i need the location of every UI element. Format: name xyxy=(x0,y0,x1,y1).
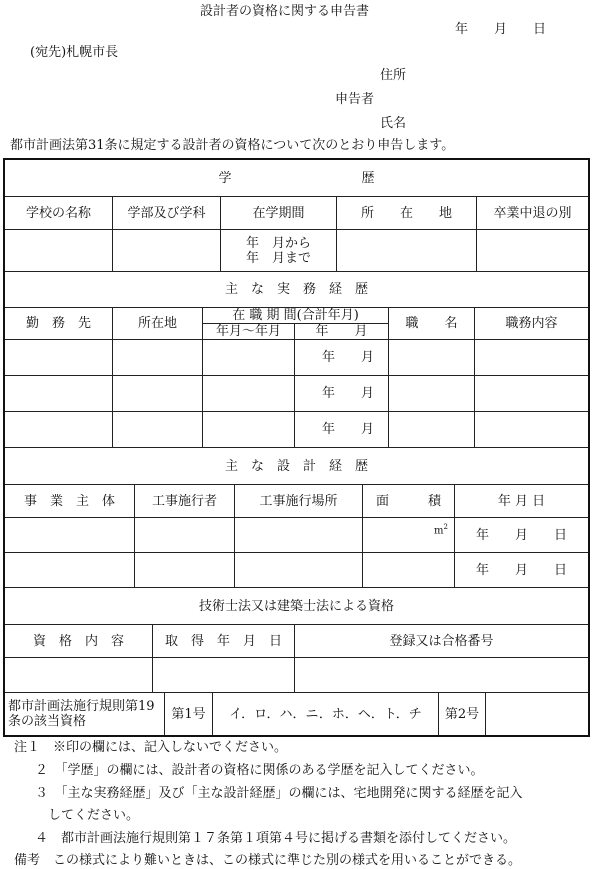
registration-number-header: 登録又は合格番号 xyxy=(295,625,588,658)
design-section-title: 主 な 設 計 経 歴 xyxy=(5,448,588,485)
regulation-row xyxy=(5,693,588,735)
area-cell[interactable] xyxy=(363,518,455,553)
regulation-no2-value-cell[interactable] xyxy=(486,693,588,735)
faculty-cell[interactable] xyxy=(113,230,221,272)
work-entry-row xyxy=(5,376,588,412)
acquisition-date-cell[interactable] xyxy=(153,658,295,693)
period-from-text: 年 月から xyxy=(245,235,311,251)
contractor-cell[interactable] xyxy=(135,518,235,553)
registration-number-cell[interactable] xyxy=(295,658,588,693)
faculty-header: 学部及び学科 xyxy=(113,197,221,230)
note-3-continued: してください。 xyxy=(48,808,140,823)
area-cell[interactable] xyxy=(363,553,455,588)
graduation-status-cell[interactable] xyxy=(477,230,588,272)
contractor-header: 工事施行者 xyxy=(135,485,235,518)
job-title-cell[interactable] xyxy=(389,340,475,376)
regulation-no2[interactable]: 第2号 xyxy=(439,693,486,735)
regulation-options[interactable]: イ．ロ．ハ．ニ．ホ．ヘ．ト．チ xyxy=(213,693,439,735)
work-title-row xyxy=(5,272,588,308)
declaration-form-table xyxy=(3,158,590,737)
job-description-cell[interactable] xyxy=(475,340,588,376)
education-title-row xyxy=(5,160,588,197)
design-title-row xyxy=(5,448,588,485)
job-title-header: 職 名 xyxy=(389,308,475,340)
area-header: 面 積 xyxy=(363,485,455,518)
employer-cell[interactable] xyxy=(5,412,113,448)
qualification-title-row xyxy=(5,588,588,625)
study-period-cell[interactable] xyxy=(221,230,337,272)
period-total-cell[interactable]: 年 月 xyxy=(295,412,389,448)
note-1: 注１ ※印の欄には、記入しないでください。 xyxy=(14,740,288,755)
qualification-header-row xyxy=(5,625,588,658)
job-description-cell[interactable] xyxy=(475,376,588,412)
address-label: 住所 xyxy=(380,68,407,83)
applicant-label: 申告者 xyxy=(335,92,375,107)
work-entry-row xyxy=(5,340,588,376)
construction-site-header: 工事施行場所 xyxy=(235,485,363,518)
employer-cell[interactable] xyxy=(5,340,113,376)
design-date-cell[interactable]: 年 月 日 xyxy=(455,553,588,588)
school-name-cell[interactable] xyxy=(5,230,113,272)
work-section-title: 主 な 実 務 経 歴 xyxy=(5,272,588,308)
period-total-cell[interactable]: 年 月 xyxy=(295,340,389,376)
design-entry-row xyxy=(5,518,588,553)
note-2: ２ 「学歴」の欄には、設計者の資格に関係のある学歴を記入してください。 xyxy=(35,763,484,778)
note-3: ３ 「主な実務経歴」及び「主な設計経歴」の欄には、宅地開発に関する経歴を記入 xyxy=(35,786,523,801)
work-header-row xyxy=(5,308,588,340)
project-owner-header: 事 業 主 体 xyxy=(5,485,135,518)
project-owner-cell[interactable] xyxy=(5,518,135,553)
job-title-cell[interactable] xyxy=(389,412,475,448)
work-location-cell[interactable] xyxy=(113,376,203,412)
period-to-text: 年 月まで xyxy=(245,250,311,266)
declaration-text: 都市計画法第31条に規定する設計者の資格について次のとおり申告します。 xyxy=(10,138,455,153)
regulation-no1[interactable]: 第1号 xyxy=(165,693,213,735)
job-description-header: 職務内容 xyxy=(475,308,588,340)
study-period-header: 在学期間 xyxy=(221,197,337,230)
work-location-cell[interactable] xyxy=(113,412,203,448)
employment-period-label: 在 職 期 間(合計年月) xyxy=(203,308,388,324)
qualification-content-cell[interactable] xyxy=(5,658,153,693)
form-title: 設計者の資格に関する申告書 xyxy=(200,4,370,19)
qualification-content-header: 資 格 内 容 xyxy=(5,625,153,658)
design-date-header: 年 月 日 xyxy=(455,485,588,518)
design-header-row xyxy=(5,485,588,518)
job-title-cell[interactable] xyxy=(389,376,475,412)
design-date-cell[interactable]: 年 月 日 xyxy=(455,518,588,553)
note-4: ４ 都市計画法施行規則第１７条第１項第４号に掲げる書類を添付してください。 xyxy=(35,831,517,846)
qualification-section-title: 技術士法又は建築士法による資格 xyxy=(5,588,588,625)
construction-site-cell[interactable] xyxy=(235,553,363,588)
employment-period-subheader xyxy=(203,324,388,339)
work-location-cell[interactable] xyxy=(113,340,203,376)
job-description-cell[interactable] xyxy=(475,412,588,448)
construction-site-cell[interactable] xyxy=(235,518,363,553)
employment-period-header xyxy=(203,308,389,340)
education-header-row xyxy=(5,197,588,230)
addressee: (宛先)札幌市長 xyxy=(30,45,119,60)
school-location-cell[interactable] xyxy=(337,230,477,272)
period-total-cell[interactable]: 年 月 xyxy=(295,376,389,412)
education-entry-row xyxy=(5,230,588,272)
period-total-label: 年 月 xyxy=(315,324,368,339)
period-range-label: 年月～年月 xyxy=(203,324,295,339)
employer-cell[interactable] xyxy=(5,376,113,412)
contractor-cell[interactable] xyxy=(135,553,235,588)
work-entry-row xyxy=(5,412,588,448)
school-name-header: 学校の名称 xyxy=(5,197,113,230)
area-unit: $m^2$ xyxy=(434,523,448,537)
qualification-entry-row xyxy=(5,658,588,693)
employer-header: 勤 務 先 xyxy=(5,308,113,340)
period-range-cell[interactable] xyxy=(203,376,295,412)
regulation-label: 都市計画法施行規則第19条の該当資格 xyxy=(5,693,165,735)
acquisition-date-header: 取 得 年 月 日 xyxy=(153,625,295,658)
submission-date: 年 月 日 xyxy=(455,22,547,37)
school-location-header: 所 在 地 xyxy=(337,197,477,230)
design-entry-row xyxy=(5,553,588,588)
work-location-header: 所在地 xyxy=(113,308,203,340)
name-label: 氏名 xyxy=(380,116,407,131)
remarks: 備考 この様式により難いときは、この様式に準じた別の様式を用いることができる。 xyxy=(14,853,522,868)
education-section-title: 学 歴 xyxy=(5,160,588,197)
graduation-status-header: 卒業中退の別 xyxy=(477,197,588,230)
project-owner-cell[interactable] xyxy=(5,553,135,588)
period-range-cell[interactable] xyxy=(203,412,295,448)
period-range-cell[interactable] xyxy=(203,340,295,376)
